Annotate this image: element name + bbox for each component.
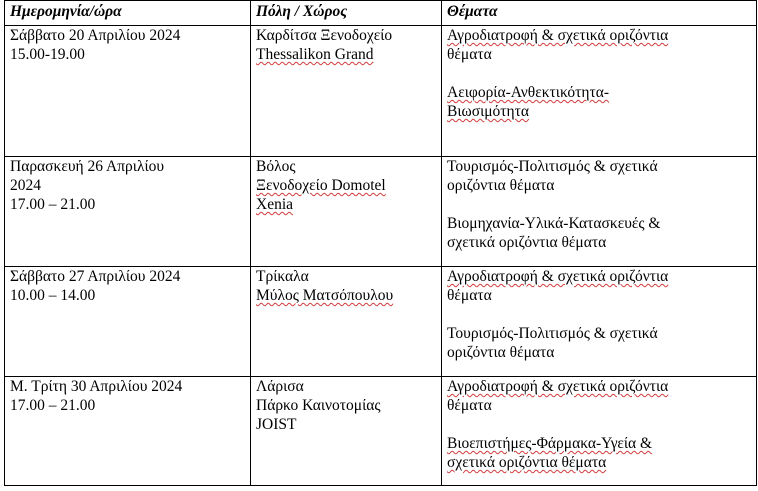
date-time-cell (5, 26, 251, 157)
events-schedule-table (4, 0, 757, 486)
event-city: Λάρισα (256, 378, 304, 395)
event-date: Σάββατο 20 Απριλίου 2024 (10, 27, 181, 44)
topics-cell (442, 26, 757, 157)
event-time: 17.00 – 21.00 (10, 397, 96, 414)
event-venue-continued: JOIST (256, 416, 297, 433)
event-venue-continued: Xenia (256, 196, 294, 213)
event-date: Σάββατο 27 Απριλίου 2024 (10, 268, 181, 285)
table-header-row (5, 1, 757, 26)
topic-line: θέματα (447, 46, 492, 63)
event-time: 17.00 – 21.00 (10, 196, 96, 213)
date-time-cell (5, 157, 251, 267)
topic-spacer (447, 195, 750, 214)
event-venue: Ξενοδοχείο Domotel (256, 177, 386, 194)
topic-line: θέματα (447, 397, 492, 414)
topic-spacer (447, 305, 750, 324)
table-row (5, 377, 757, 486)
topic-line: θέματα (447, 287, 492, 304)
event-time: 15.00-19.00 (10, 46, 85, 63)
event-date: Μ. Τρίτη 30 Απριλίου 2024 (10, 378, 183, 395)
topic-line: Βιωσιμότητα (447, 103, 529, 120)
event-venue: Πάρκο Καινοτομίας (256, 397, 381, 414)
topic-line: Αειφορία-Ανθεκτικότητα- (447, 84, 610, 101)
city-venue-cell (251, 157, 442, 267)
topic-line: οριζόντια θέματα (447, 344, 555, 361)
event-time: 10.00 – 14.00 (10, 287, 96, 304)
topic-line: σχετικά οριζόντια θέματα (447, 454, 607, 471)
topic-line: Βιοεπιστήμες-Φάρμακα-Υγεία & (447, 435, 653, 452)
topic-line: Τουρισμός-Πολιτισμός & σχετικά (447, 158, 658, 175)
topic-line: σχετικά οριζόντια θέματα (447, 234, 607, 251)
event-city: Τρίκαλα (256, 268, 309, 285)
event-venue: Thessalikon Grand (256, 46, 374, 63)
topics-cell (442, 267, 757, 377)
header-city-venue: Πόλη / Χώρος (251, 1, 442, 26)
topic-line: Αγροδιατροφή & σχετικά οριζόντια (447, 27, 669, 44)
topic-line: Αγροδιατροφή & σχετικά οριζόντια (447, 378, 669, 395)
topics-cell (442, 377, 757, 486)
city-venue-cell (251, 26, 442, 157)
event-city: Βόλος (256, 158, 296, 175)
topic-line: Τουρισμός-Πολιτισμός & σχετικά (447, 325, 658, 342)
event-city: Καρδίτσα Ξενοδοχείο (256, 27, 393, 44)
event-venue: Μύλος Ματσόπουλου (256, 287, 394, 304)
date-time-cell (5, 377, 251, 486)
topics-cell (442, 157, 757, 267)
event-date: Παρασκευή 26 Απριλίου (10, 158, 165, 175)
header-topics: Θέματα (442, 1, 757, 26)
topic-line: Βιομηχανία-Υλικά-Κατασκευές & (447, 215, 661, 232)
city-venue-cell (251, 377, 442, 486)
event-date-continued: 2024 (10, 177, 41, 194)
table-row (5, 267, 757, 377)
date-time-cell (5, 267, 251, 377)
topic-spacer (447, 415, 750, 434)
topic-line: Αγροδιατροφή & σχετικά οριζόντια (447, 268, 669, 285)
topic-line: οριζόντια θέματα (447, 177, 555, 194)
table-row (5, 157, 757, 267)
topic-spacer (447, 64, 750, 83)
city-venue-cell (251, 267, 442, 377)
table-row (5, 26, 757, 157)
header-date-time: Ημερομηνία/ώρα (5, 1, 251, 26)
